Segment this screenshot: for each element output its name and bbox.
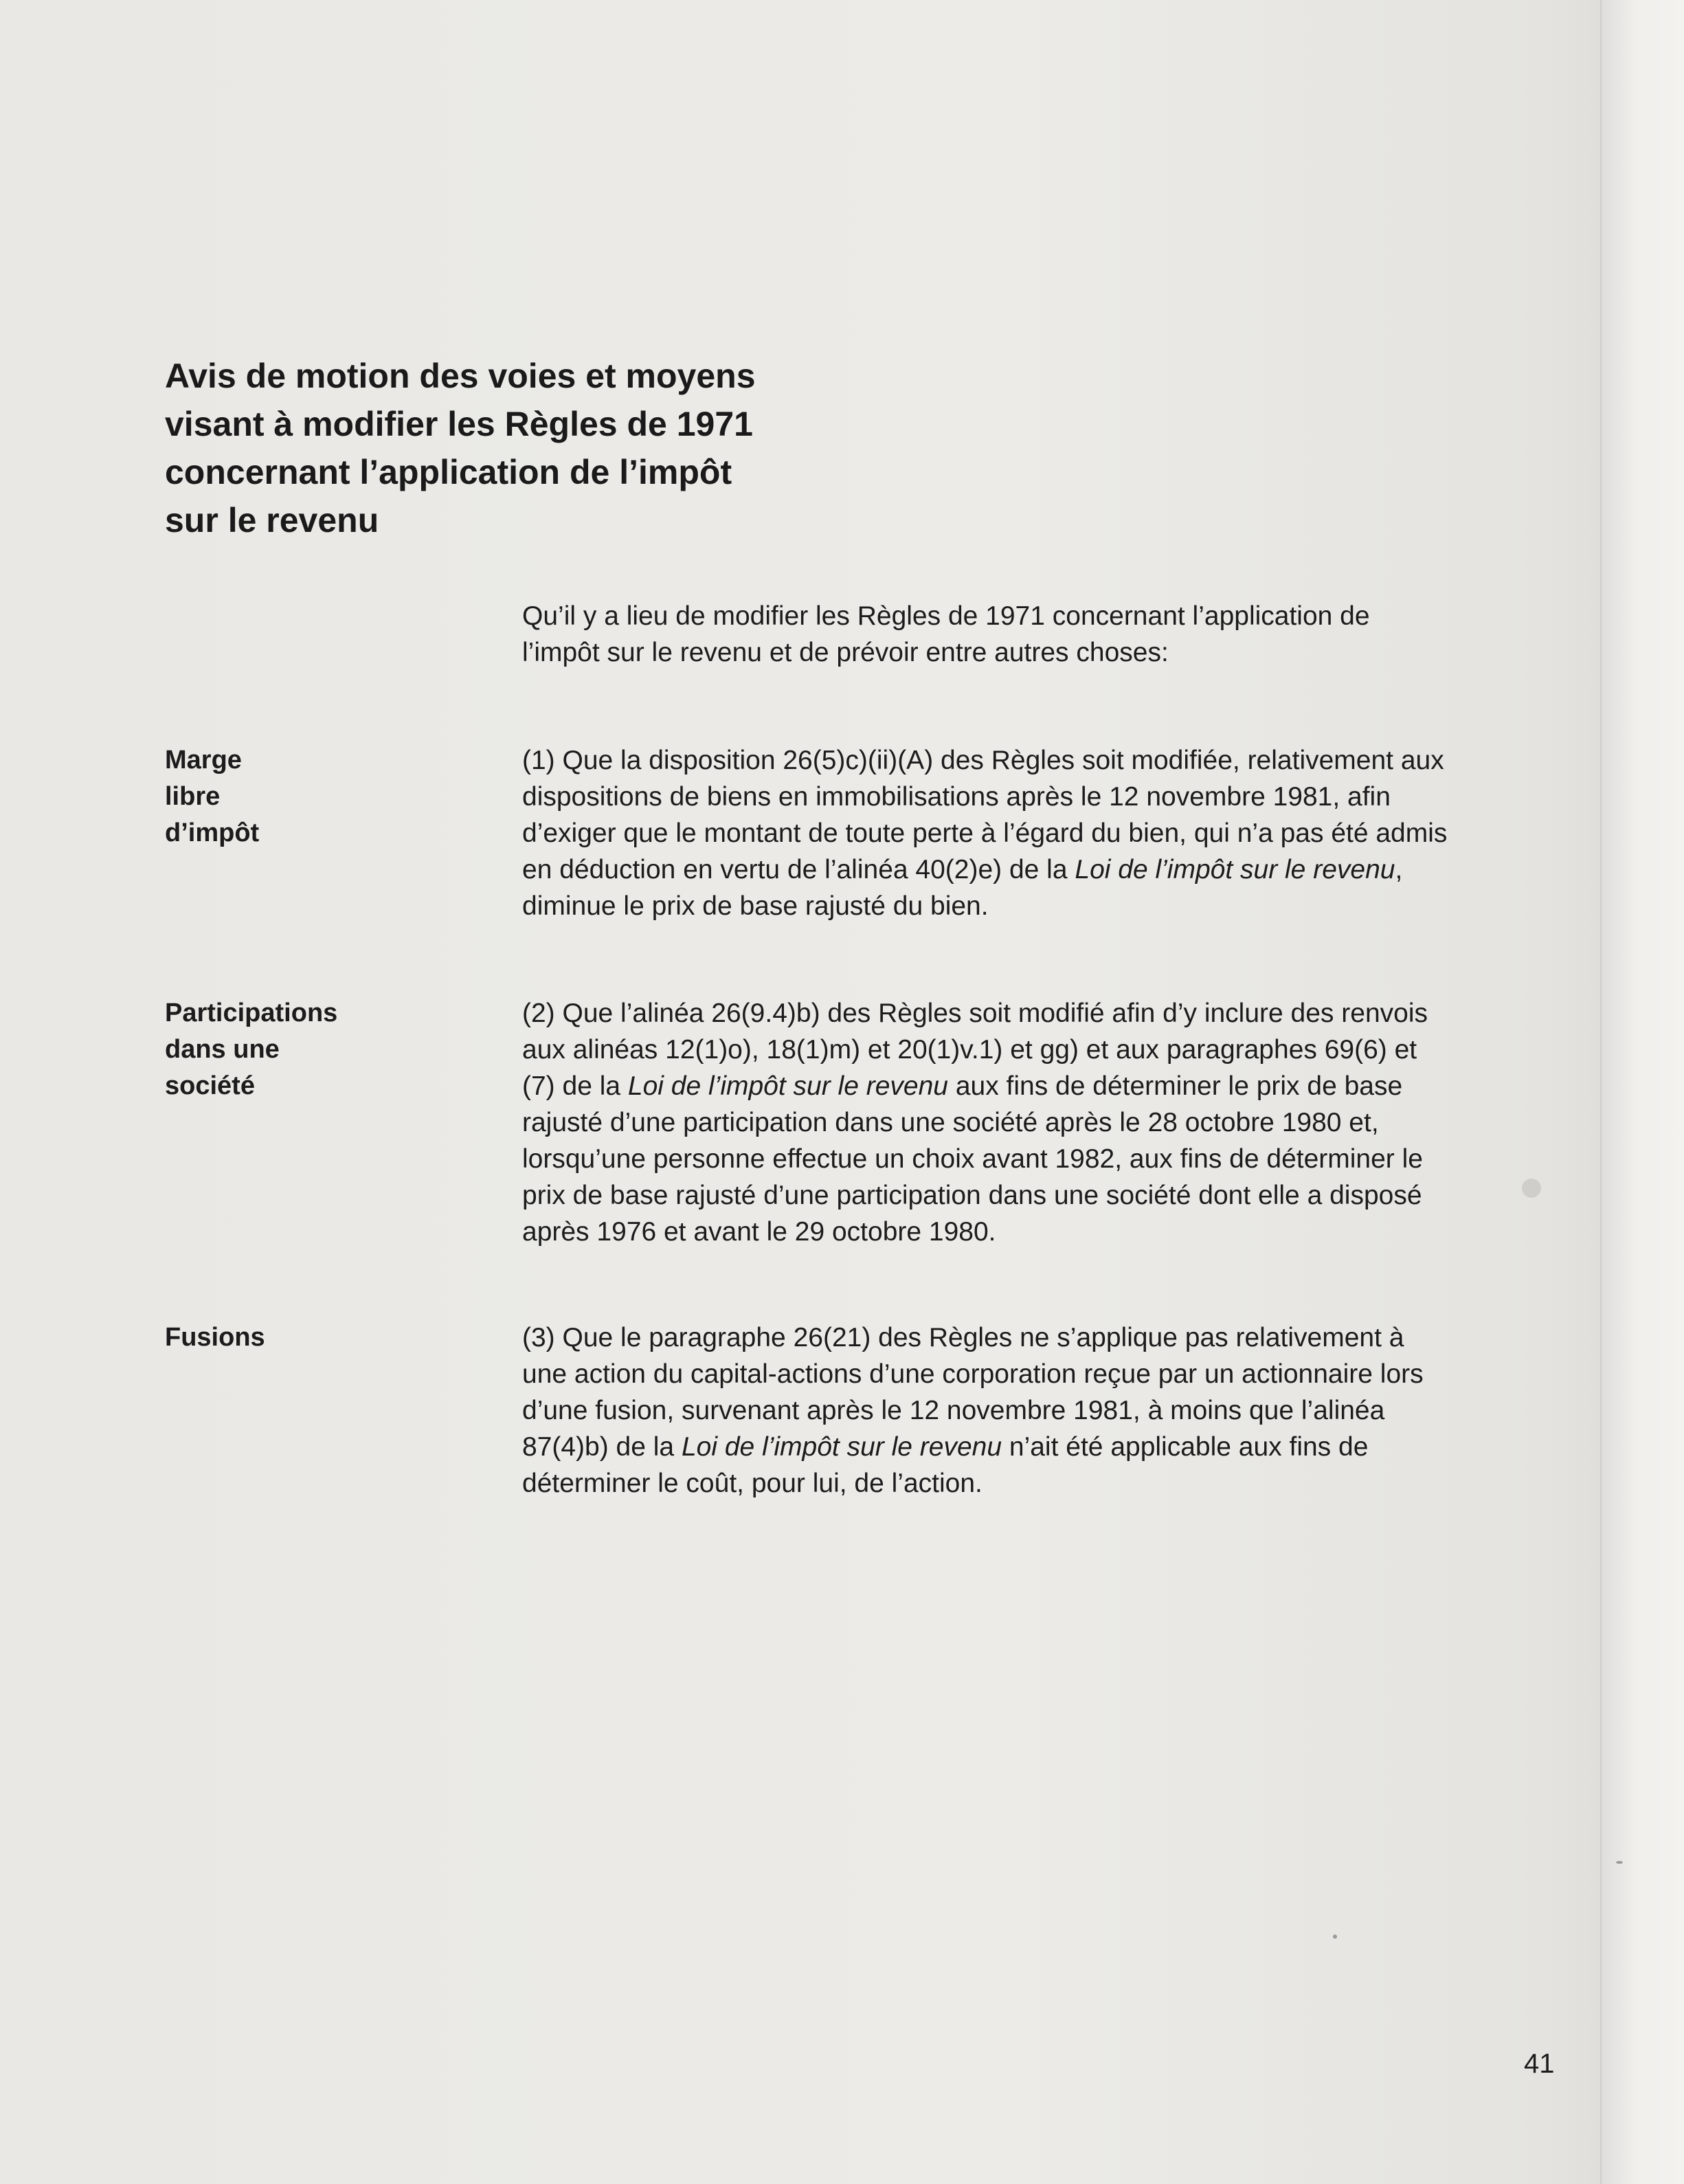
paragraph-1 [522, 742, 1450, 924]
law-title-italic: Loi de l’impôt sur le revenu [1075, 855, 1395, 884]
section-label-line: libre [165, 782, 221, 811]
paragraph-text: n’ait été applicable aux fins de déterminer le coût, pour lui, de l’action. [522, 1432, 1369, 1498]
section-label-line: Marge [165, 746, 242, 775]
section-label-marge-libre [165, 742, 495, 851]
section-label-line: Fusions [165, 1323, 265, 1352]
paper-blemish [1522, 1179, 1541, 1198]
title-line-3: concernant l’application de l’impôt [165, 453, 732, 491]
section-label-fusions [165, 1319, 495, 1356]
paragraph-text: (2) Que l’alinéa 26(9.4)b) des Règles soit modifié afin d’y inclure des renvois aux alinéas 12(1)o), 18(1)m) et 20(1)v.1) et gg) et aux paragraphes 69(6) et (7) de la [522, 999, 1428, 1101]
section-label-line: société [165, 1071, 255, 1100]
title-line-1: Avis de motion des voies et moyens [165, 357, 756, 395]
paper-speck [1333, 1935, 1337, 1939]
paragraph-text: , diminue le prix de base rajusté du bien. [522, 855, 1403, 921]
law-title-italic: Loi de l’impôt sur le revenu [627, 1071, 948, 1101]
paragraph-3 [522, 1319, 1450, 1502]
title-line-4: sur le revenu [165, 501, 379, 539]
paragraph-text: aux fins de déterminer le prix de base rajusté d’une participation dans une société après le 28 octobre 1980 et, lorsqu’une personne effectue un choix avant 1982, aux fins de déterminer le prix de base rajusté d’une participation dans une société dont elle a disposé après 1976 et avant le 29 octobre 1980. [522, 1071, 1423, 1247]
paragraph-text: (3) Que le paragraphe 26(21) des Règles ne s’applique pas relativement à une action du capital-actions d’une corporation reçue par un actionnaire lors d’une fusion, survenant après le 12 novembre 1981, à moins que l’alinéa 87(4)b) de la [522, 1323, 1424, 1462]
page-number: 41 [1524, 2049, 1555, 2079]
paragraph-2 [522, 995, 1450, 1250]
section-label-participations [165, 995, 495, 1104]
law-title-italic: Loi de l’impôt sur le revenu [681, 1432, 1002, 1462]
paragraph-text: (1) Que la disposition 26(5)c)(ii)(A) des Règles soit modifiée, relativement aux dispositions de biens en immobilisations après le 12 novembre 1981, afin d’exiger que le montant de toute perte à l’égard du bien, qui n’a pas été admis en déduction en vertu de l’alinéa 40(2)e) de la [522, 746, 1448, 884]
page-title [165, 352, 976, 544]
intro-paragraph: Qu’il y a lieu de modifier les Règles de 1971 concernant l’application de l’impôt sur le revenu et de prévoir entre autres choses: [522, 601, 1370, 667]
section-label-line: d’impôt [165, 818, 260, 847]
paper-speck [1616, 1861, 1623, 1864]
section-label-line: Participations [165, 999, 338, 1027]
page-edge-strip [1600, 0, 1684, 2184]
section-label-line: dans une [165, 1035, 280, 1064]
title-line-2: visant à modifier les Règles de 1971 [165, 405, 753, 443]
